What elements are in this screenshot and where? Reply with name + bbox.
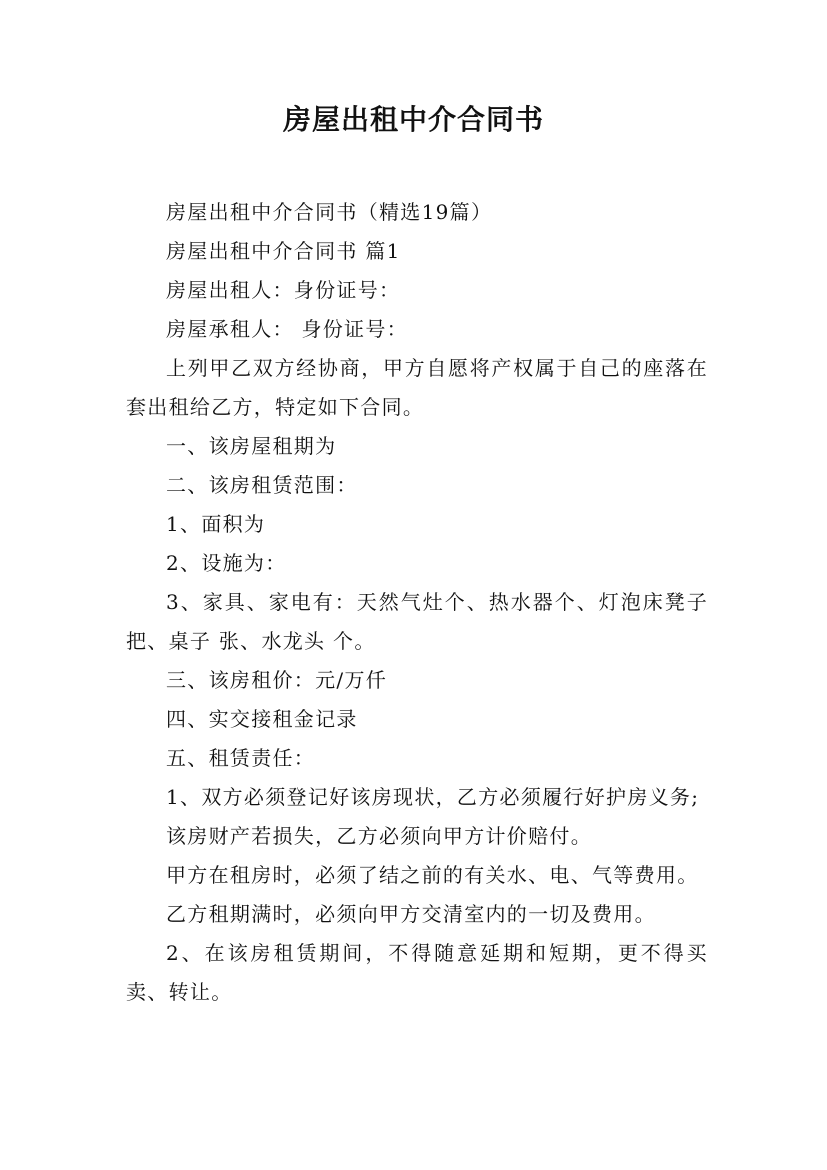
paragraph: 房屋出租中介合同书 篇1 — [166, 239, 401, 263]
paragraph: 五、租赁责任： — [166, 746, 316, 770]
paragraph: 乙方租期满时，必须向甲方交清室内的一切及费用。 — [166, 902, 656, 926]
paragraph: 房屋承租人： 身份证号： — [166, 317, 408, 341]
paragraph: 该房财产若损失，乙方必须向甲方计价赔付。 — [166, 824, 592, 848]
paragraph: 1、面积为 — [166, 512, 266, 536]
paragraph: 四、实交接租金记录 — [166, 707, 358, 731]
paragraph: 甲方在租房时，必须了结之前的有关水、电、气等费用。 — [166, 863, 699, 887]
document-body — [126, 193, 708, 1012]
paragraph: 一、该房屋租期为 — [166, 434, 337, 458]
paragraph: 3、家具、家电有：天然气灶个、热水器个、灯泡床凳子把、桌子 张、水龙头 个。 — [126, 590, 708, 653]
paragraph: 上列甲乙双方经协商，甲方自愿将产权属于自己的座落在 套出租给乙方，特定如下合同。 — [126, 356, 708, 419]
paragraph: 1、双方必须登记好该房现状，乙方必须履行好护房义务; — [166, 785, 700, 809]
paragraph: 房屋出租中介合同书（精选19篇） — [166, 200, 493, 224]
paragraph: 二、该房租赁范围： — [166, 473, 358, 497]
paragraph: 2、设施为： — [166, 551, 287, 575]
paragraph: 三、该房租价：元/万仟 — [166, 668, 388, 692]
paragraph: 房屋出租人：身份证号： — [166, 278, 401, 302]
document-title: 房屋出租中介合同书 — [282, 103, 544, 136]
paragraph: 2、在该房租赁期间，不得随意延期和短期，更不得买卖、转让。 — [126, 941, 708, 1004]
